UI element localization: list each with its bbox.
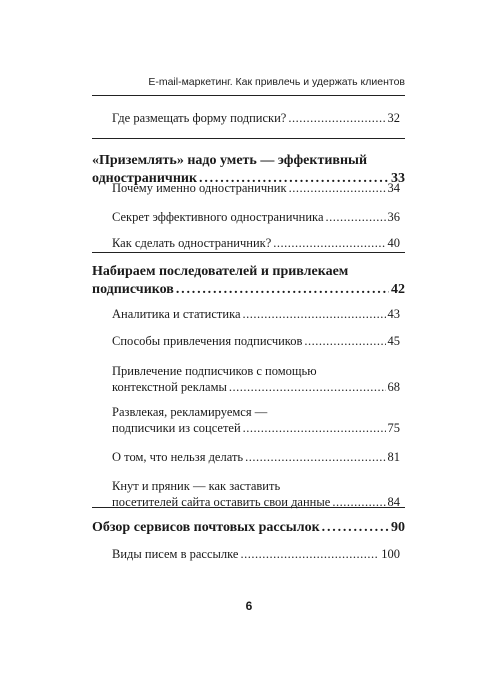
dot-leader — [243, 307, 386, 323]
toc-entry — [112, 334, 400, 350]
toc-page-number: 45 — [387, 334, 400, 348]
toc-entry — [112, 450, 400, 466]
toc-entry-title: Виды писем в рассылке — [112, 547, 239, 561]
dot-leader — [304, 334, 385, 350]
toc-entry — [92, 263, 405, 298]
dot-leader — [273, 236, 385, 252]
dot-leader — [289, 181, 386, 197]
dot-leader — [326, 210, 386, 226]
toc-entry-row — [112, 380, 400, 396]
toc-entry-title: Обзор сервисов почтовых рассылок — [92, 520, 320, 535]
toc-page-number: 40 — [387, 236, 400, 250]
toc-entry-row — [112, 421, 400, 437]
toc-entry-line — [112, 364, 400, 380]
toc-page-number: 32 — [387, 111, 400, 125]
toc-entry — [112, 210, 400, 226]
toc-entry-row — [112, 334, 400, 350]
toc-entry-line — [112, 479, 400, 495]
toc-entry-title: Развлекая, рекламируемся — — [112, 405, 268, 419]
toc-page-number: 42 — [391, 281, 405, 297]
toc-page-number: 90 — [391, 520, 405, 535]
toc-entry — [112, 479, 400, 510]
toc-entry-title: Кнут и пряник — как заставить — [112, 479, 281, 493]
toc-page-number: 43 — [387, 307, 400, 321]
toc-page-number: 34 — [387, 181, 400, 195]
toc-entry — [112, 405, 400, 436]
toc-entry-row — [112, 547, 400, 563]
toc-entry-title: Секрет эффективного одностраничника — [112, 210, 324, 224]
toc-page-number: 33 — [391, 170, 405, 186]
toc-entry — [112, 364, 400, 395]
toc-entry-title: «Приземлять» надо уметь — эффективный — [92, 153, 368, 168]
toc-entry-title: контекстной рекламы — [112, 379, 227, 394]
toc-entry — [112, 236, 400, 252]
toc-entry-title: Как сделать одностраничник? — [112, 236, 272, 250]
toc-entry-row — [92, 281, 405, 299]
toc-entry-title: подписчики из соцсетей — [112, 420, 241, 435]
section-divider — [92, 507, 405, 508]
toc-entry-row — [112, 181, 400, 197]
toc-entry-row — [112, 236, 400, 252]
toc-entry — [112, 547, 400, 563]
toc-entry-row — [112, 307, 400, 323]
toc-entry-title: Где размещать форму подписки? — [112, 111, 287, 125]
dot-leader — [176, 281, 389, 299]
toc-page-number: 68 — [387, 379, 400, 394]
dot-leader — [245, 450, 385, 466]
section-divider — [92, 138, 405, 139]
dot-leader — [288, 111, 385, 127]
toc-page-number: 100 — [381, 547, 400, 561]
running-header: E-mail-маркетинг. Как привлечь и удержать клиентов — [148, 76, 405, 88]
toc-entry-line — [92, 152, 405, 170]
toc-entry-row — [92, 519, 405, 537]
toc-page-number: 75 — [387, 420, 400, 435]
toc-entry-title: Привлечение подписчиков с помощью — [112, 364, 317, 378]
toc-entry-row — [112, 111, 400, 127]
toc-entry-title: Почему именно одностраничник — [112, 181, 287, 195]
toc-entry — [112, 307, 400, 323]
toc-page-number: 84 — [387, 494, 400, 509]
toc-entry-line — [92, 263, 405, 281]
toc-entry-title: подписчиков — [92, 281, 174, 297]
section-divider — [92, 252, 405, 253]
toc-entry-row — [112, 210, 400, 226]
toc-entry-title: Способы привлечения подписчиков — [112, 334, 303, 348]
toc-entry-title: О том, что нельзя делать — [112, 450, 244, 464]
toc-entry-title: посетителей сайта оставить свои данные — [112, 494, 331, 509]
toc-entry-row — [112, 450, 400, 466]
toc-entry-line — [112, 405, 400, 421]
toc-entry-title: Аналитика и статистика — [112, 307, 241, 321]
toc-entry — [112, 181, 400, 197]
toc-entry-title: одностраничник — [92, 170, 198, 186]
dot-leader — [243, 421, 386, 437]
dot-leader — [240, 547, 379, 563]
toc-entry — [112, 111, 400, 127]
dot-leader — [322, 519, 389, 537]
toc-entry — [92, 519, 405, 537]
toc-page-number: 81 — [387, 450, 400, 464]
toc-entry-title: Набираем последователей и привлекаем — [92, 264, 349, 279]
toc-page-number: 36 — [387, 210, 400, 224]
dot-leader — [229, 380, 386, 396]
page-number: 6 — [245, 599, 253, 613]
